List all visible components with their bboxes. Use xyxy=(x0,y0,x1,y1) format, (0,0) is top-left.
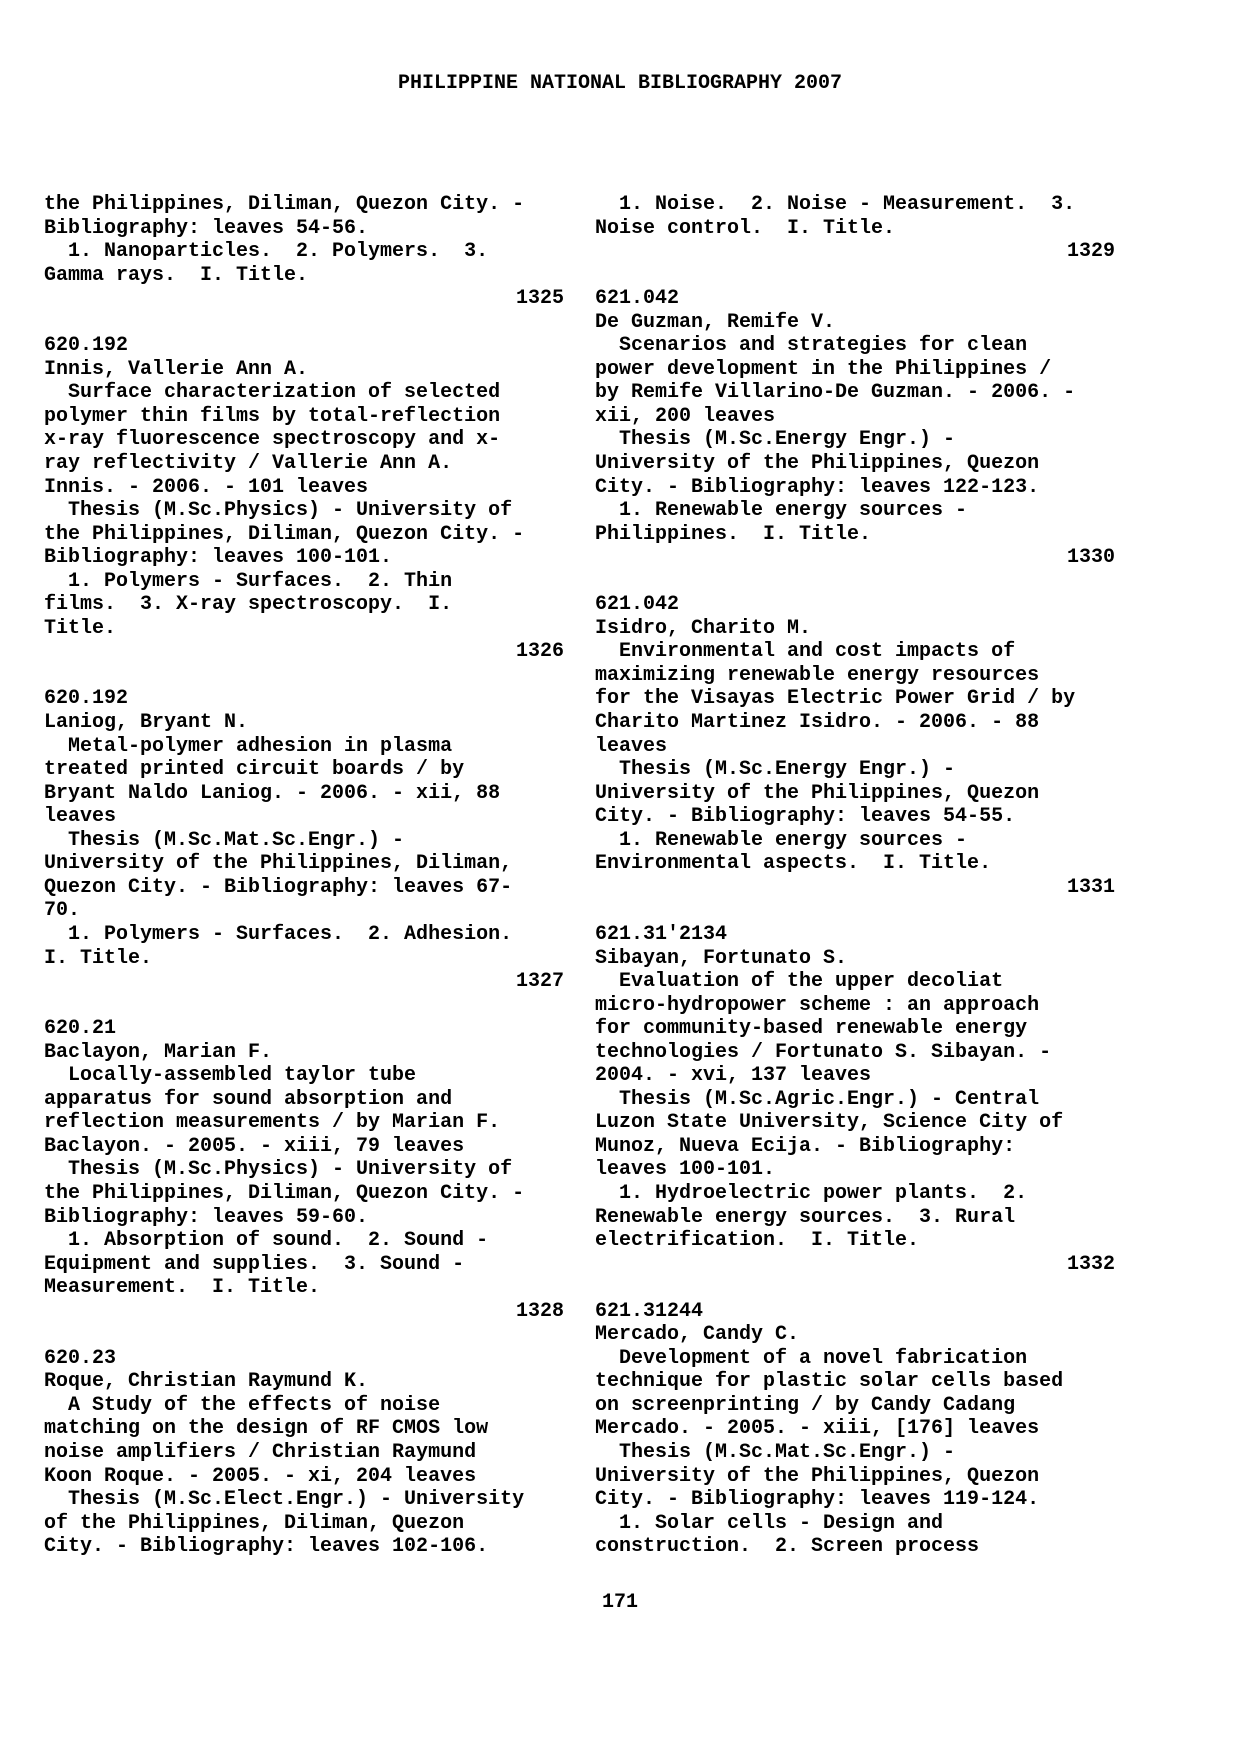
text-line: 1. Nanoparticles. 2. Polymers. 3. xyxy=(44,240,489,264)
text-line: Philippines. I. Title. xyxy=(595,522,872,546)
left-column xyxy=(44,193,564,1559)
blank-line xyxy=(44,664,564,688)
text-line: leaves 100-101. xyxy=(595,1158,776,1182)
text-line: I. Title. xyxy=(44,946,153,970)
blank-line xyxy=(595,1276,1115,1300)
entry-number: 1328 xyxy=(515,1299,564,1323)
text-line: Thesis (M.Sc.Mat.Sc.Engr.) - xyxy=(44,828,405,852)
blank-line xyxy=(44,1323,564,1347)
text-line: 620.23 xyxy=(44,1346,117,1370)
text-line: Koon Roque. - 2005. - xi, 204 leaves xyxy=(44,1464,477,1488)
blank-line xyxy=(595,899,1115,923)
text-line: Metal-polymer adhesion in plasma xyxy=(44,734,453,758)
text-line: University of the Philippines, Diliman, xyxy=(44,852,513,876)
text-line: Charito Martinez Isidro. - 2006. - 88 xyxy=(595,711,1040,735)
text-line: Mercado, Candy C. xyxy=(595,1323,800,1347)
text-line: reflection measurements / by Marian F. xyxy=(44,1111,501,1135)
text-line: 1. Hydroelectric power plants. 2. xyxy=(595,1181,1028,1205)
page-header: PHILIPPINE NATIONAL BIBLIOGRAPHY 2007 xyxy=(397,72,843,95)
text-line: De Guzman, Remife V. xyxy=(595,310,836,334)
text-line: Renewable energy sources. 3. Rural xyxy=(595,1205,1016,1229)
text-line: University of the Philippines, Quezon xyxy=(595,452,1040,476)
text-line: Quezon City. - Bibliography: leaves 67- xyxy=(44,875,513,899)
entry-number: 1329 xyxy=(1066,240,1115,264)
text-line: 1. Polymers - Surfaces. 2. Thin xyxy=(44,569,453,593)
text-line: Baclayon. - 2005. - xiii, 79 leaves xyxy=(44,1134,465,1158)
text-line: for community-based renewable energy xyxy=(595,1017,1028,1041)
text-line: technologies / Fortunato S. Sibayan. - xyxy=(595,1040,1052,1064)
text-line: of the Philippines, Diliman, Quezon xyxy=(44,1511,465,1535)
text-line: Environmental and cost impacts of xyxy=(595,640,1016,664)
text-line: the Philippines, Diliman, Quezon City. - xyxy=(44,1181,525,1205)
text-line: Bryant Naldo Laniog. - 2006. - xii, 88 xyxy=(44,781,501,805)
text-line: treated printed circuit boards / by xyxy=(44,758,465,782)
blank-line xyxy=(595,264,1115,288)
blank-line xyxy=(44,311,564,335)
text-line: Locally-assembled taylor tube xyxy=(44,1064,417,1088)
text-line: by Remife Villarino-De Guzman. - 2006. - xyxy=(595,381,1076,405)
entry-number: 1326 xyxy=(515,640,564,664)
text-line: Isidro, Charito M. xyxy=(595,616,812,640)
text-line: 620.192 xyxy=(44,334,129,358)
text-line: 620.21 xyxy=(44,1017,117,1041)
right-column xyxy=(595,193,1115,1559)
text-line: Thesis (M.Sc.Energy Engr.) - xyxy=(595,758,956,782)
text-line: City. - Bibliography: leaves 102-106. xyxy=(44,1535,489,1559)
text-line: the Philippines, Diliman, Quezon City. - xyxy=(44,522,525,546)
page-number: 171 xyxy=(601,1591,638,1614)
text-line: A Study of the effects of noise xyxy=(44,1393,441,1417)
text-line: Development of a novel fabrication xyxy=(595,1346,1028,1370)
entry-number: 1327 xyxy=(515,970,564,994)
text-line: on screenprinting / by Candy Cadang xyxy=(595,1393,1016,1417)
text-line: Mercado. - 2005. - xiii, [176] leaves xyxy=(595,1417,1040,1441)
text-line: Equipment and supplies. 3. Sound - xyxy=(44,1252,465,1276)
text-line: polymer thin films by total-reflection xyxy=(44,404,501,428)
text-line: Roque, Christian Raymund K. xyxy=(44,1370,369,1394)
text-line: City. - Bibliography: leaves 122-123. xyxy=(595,475,1040,499)
text-line: maximizing renewable energy resources xyxy=(595,663,1040,687)
text-line: matching on the design of RF CMOS low xyxy=(44,1417,489,1441)
text-line: apparatus for sound absorption and xyxy=(44,1087,453,1111)
text-line: 1. Solar cells - Design and xyxy=(595,1511,944,1535)
text-line: ray reflectivity / Vallerie Ann A. xyxy=(44,452,453,476)
text-line: University of the Philippines, Quezon xyxy=(595,1464,1040,1488)
text-line: noise amplifiers / Christian Raymund xyxy=(44,1440,477,1464)
entry-number: 1330 xyxy=(1066,546,1115,570)
text-line: x-ray fluorescence spectroscopy and x- xyxy=(44,428,501,452)
text-line: Environmental aspects. I. Title. xyxy=(595,852,992,876)
text-line: 621.042 xyxy=(595,287,680,311)
text-line: City. - Bibliography: leaves 119-124. xyxy=(595,1488,1040,1512)
text-line: City. - Bibliography: leaves 54-55. xyxy=(595,805,1016,829)
text-line: Innis. - 2006. - 101 leaves xyxy=(44,475,369,499)
text-line: 1. Renewable energy sources - xyxy=(595,828,968,852)
text-line: Thesis (M.Sc.Physics) - University of xyxy=(44,1158,513,1182)
text-line: Surface characterization of selected xyxy=(44,381,501,405)
text-line: Thesis (M.Sc.Mat.Sc.Engr.) - xyxy=(595,1440,956,1464)
text-line: Bibliography: leaves 100-101. xyxy=(44,546,393,570)
text-line: 620.192 xyxy=(44,687,129,711)
text-line: 1. Renewable energy sources - xyxy=(595,499,968,523)
text-line: Sibayan, Fortunato S. xyxy=(595,946,848,970)
text-line: Noise control. I. Title. xyxy=(595,216,896,240)
text-line: Evaluation of the upper decoliat xyxy=(595,970,1004,994)
text-line: for the Visayas Electric Power Grid / by xyxy=(595,687,1076,711)
text-line: 1. Absorption of sound. 2. Sound - xyxy=(44,1229,489,1253)
text-line: micro-hydropower scheme : an approach xyxy=(595,993,1040,1017)
text-line: Title. xyxy=(44,616,117,640)
text-line: Thesis (M.Sc.Energy Engr.) - xyxy=(595,428,956,452)
blank-line xyxy=(44,994,564,1018)
text-line: films. 3. X-ray spectroscopy. I. xyxy=(44,593,453,617)
text-line: Munoz, Nueva Ecija. - Bibliography: xyxy=(595,1134,1016,1158)
text-line: 621.042 xyxy=(595,593,680,617)
text-line: Measurement. I. Title. xyxy=(44,1276,321,1300)
text-line: 2004. - xvi, 137 leaves xyxy=(595,1064,872,1088)
text-line: xii, 200 leaves xyxy=(595,404,776,428)
text-line: Bibliography: leaves 59-60. xyxy=(44,1205,369,1229)
text-line: Luzon State University, Science City of xyxy=(595,1111,1064,1135)
text-line: Baclayon, Marian F. xyxy=(44,1040,273,1064)
text-line: leaves xyxy=(595,734,668,758)
text-line: construction. 2. Screen process xyxy=(595,1535,980,1559)
text-line: Innis, Vallerie Ann A. xyxy=(44,357,309,381)
text-line: leaves xyxy=(44,805,117,829)
text-line: 621.31'2134 xyxy=(595,922,728,946)
blank-line xyxy=(595,570,1115,594)
text-line: Laniog, Bryant N. xyxy=(44,711,249,735)
text-line: Thesis (M.Sc.Physics) - University of xyxy=(44,499,513,523)
text-line: Gamma rays. I. Title. xyxy=(44,263,309,287)
text-line: the Philippines, Diliman, Quezon City. - xyxy=(44,193,525,216)
text-line: technique for plastic solar cells based xyxy=(595,1370,1064,1394)
text-line: 70. xyxy=(44,899,81,923)
text-line: Scenarios and strategies for clean xyxy=(595,334,1028,358)
text-line: Thesis (M.Sc.Elect.Engr.) - University xyxy=(44,1488,525,1512)
text-line: power development in the Philippines / xyxy=(595,357,1052,381)
text-line: electrification. I. Title. xyxy=(595,1229,920,1253)
text-line: Thesis (M.Sc.Agric.Engr.) - Central xyxy=(595,1087,1040,1111)
text-line: University of the Philippines, Quezon xyxy=(595,781,1040,805)
text-line: 1. Noise. 2. Noise - Measurement. 3. xyxy=(595,193,1076,216)
text-line: 621.31244 xyxy=(595,1299,704,1323)
entry-number: 1332 xyxy=(1066,1252,1115,1276)
text-line: Bibliography: leaves 54-56. xyxy=(44,216,369,240)
entry-number: 1331 xyxy=(1066,875,1115,899)
text-line: 1. Polymers - Surfaces. 2. Adhesion. xyxy=(44,922,513,946)
entry-number: 1325 xyxy=(515,287,564,311)
